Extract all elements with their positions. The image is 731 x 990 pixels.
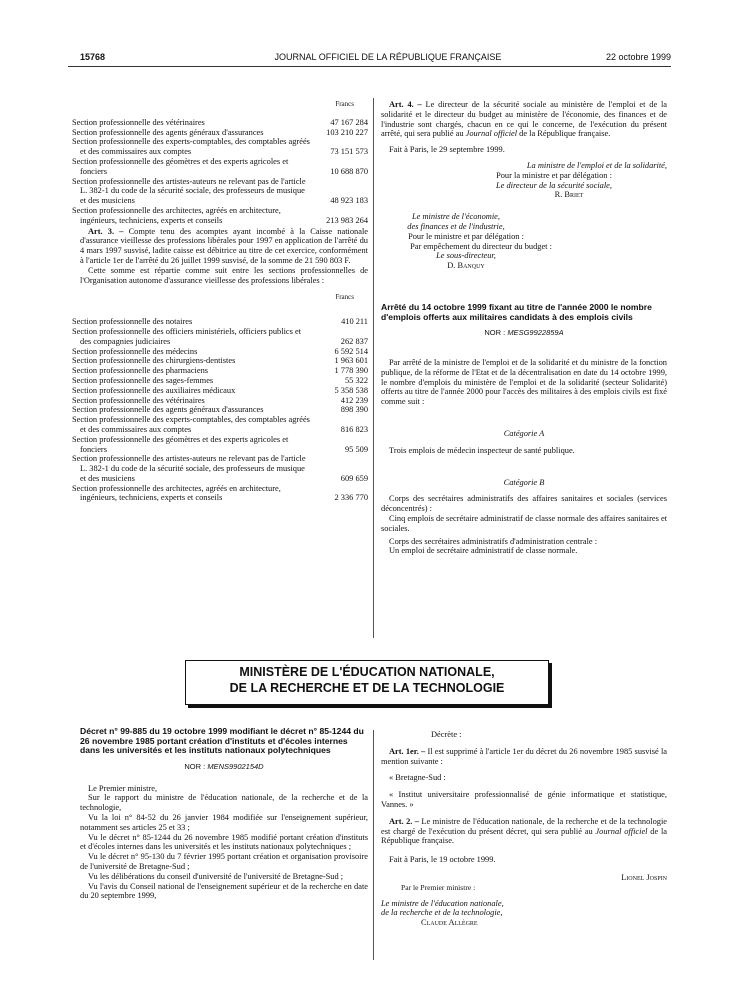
signatory-1-delegation: Pour la ministre et par délégation : — [496, 170, 612, 180]
table-row — [80, 327, 368, 347]
row-label: Section professionnelle des auxiliaires médicaux — [72, 385, 236, 395]
row-value: 48 923 183 — [330, 196, 368, 206]
decret-title: Décret n° 99-885 du 19 octobre 1999 modifiant le décret n° 85-1244 du 26 novembre 1985 portant création d'instituts et d'écoles internes dans les universités et les instituts nationaux polytechniques — [80, 726, 364, 756]
ministry-banner — [185, 660, 549, 705]
table-row — [80, 435, 368, 455]
decret-p1: Le Premier ministre, — [88, 783, 158, 793]
row-value: 262 837 — [340, 336, 368, 346]
row-label: Section professionnelle des architectes, agréés en architecture, ingénieurs, techniciens, experts et conseils — [72, 483, 281, 503]
row-value: 898 390 — [340, 405, 368, 415]
category-b-line3: Corps des secrétaires administratifs d'administration centrale : — [389, 536, 598, 546]
row-value: 410 211 — [341, 317, 368, 327]
signatory-2-role: Le sous-directeur, — [436, 251, 496, 261]
category-a-text: Trois emplois de médecin inspecteur de santé publique. — [389, 445, 575, 455]
category-b-line1: Corps des secrétaires administratifs des affaires sanitaires et sociales (services déconcentrés) : — [381, 494, 667, 514]
decret-p3: Vu la loi n° 84-52 du 26 janvier 1984 modifiée sur l'enseignement supérieur, notamment ses articles 25 et 33 ; — [80, 812, 368, 832]
row-value: 1 778 390 — [334, 366, 368, 376]
decrete: Décrète : — [431, 730, 462, 739]
decret-right — [381, 730, 667, 928]
issue-date: 22 octobre 1999 — [605, 52, 671, 62]
row-value: 47 167 284 — [330, 117, 368, 127]
row-value: 6 592 514 — [334, 346, 368, 356]
signatory-1-title: La ministre de l'emploi et de la solidarité, — [526, 160, 667, 170]
row-value: 816 823 — [340, 424, 368, 434]
table-row — [80, 484, 368, 504]
row-label: Section professionnelle des géomètres et des experts agricoles et fonciers — [72, 434, 289, 454]
category-a-heading: Catégorie A — [503, 428, 545, 438]
category-b-line4: Un emploi de secrétaire administratif de classe normale. — [389, 546, 578, 556]
signatory-2-delegation: Pour le ministre et par délégation : — [408, 231, 524, 241]
row-value: 5 358 538 — [334, 385, 368, 395]
row-label: Section professionnelle des vétérinaires — [72, 395, 205, 405]
table-row — [80, 206, 368, 226]
row-value: 412 239 — [340, 395, 368, 405]
left-column — [72, 100, 369, 503]
decret-p5: Vu le décret n° 95-130 du 7 février 1995 portant création et organisation provisoire de l'université de Bretagne-Sud ; — [80, 852, 368, 871]
article-4: Art. 4. – Le directeur de la sécurité sociale au ministère de l'emploi et de la solidarité et le directeur du budget au ministère de l'économie, des finances et de l'industrie sont chargés, chacun en ce qui le concerne, de l'exécution du présent arrêté, qui sera publié au Journal officiel de la République française. — [381, 100, 668, 139]
right-column — [381, 100, 667, 556]
table-row — [80, 366, 368, 376]
page-number: 15768 — [80, 52, 106, 62]
row-label: Section professionnelle des officiers ministériels, officiers publics et des compagnies judiciaires — [72, 326, 302, 346]
done-at: Fait à Paris, le 29 septembre 1999. — [389, 145, 505, 155]
decret-nor: NOR : MENS9902154D — [184, 761, 264, 771]
table-row — [80, 118, 368, 128]
signatory-2-title1: Le ministre de l'économie, — [411, 212, 500, 222]
decret-minister-title1: Le ministre de l'éducation nationale, — [381, 898, 504, 908]
signatory-1-name: R. Briet — [554, 190, 584, 200]
decret-art1-quote1: « Bretagne-Sud : — [389, 773, 446, 783]
distribution-table — [72, 317, 368, 503]
row-label: Section professionnelle des artistes-auteurs ne relevant pas de l'article L. 382-1 du code de la sécurité sociale, des professeurs de musique et des musiciens — [72, 176, 306, 206]
row-label: Section professionnelle des pharmaciens — [72, 366, 209, 376]
decret-pm: Par le Premier ministre : — [401, 882, 476, 892]
decret-minister-title2: de la recherche et de la technologie, — [381, 908, 503, 918]
decret-art1: Art. 1er. – Il est supprimé à l'article 1er du décret du 26 novembre 1985 susvisé la mention suivante : — [381, 746, 668, 766]
table-row — [80, 128, 368, 138]
decret-minister-name: Claude Allègre — [421, 918, 478, 928]
row-label: Section professionnelle des agents généraux d'assurances — [72, 127, 264, 137]
decret-left — [80, 727, 368, 901]
decret-art2: Art. 2. – Le ministre de l'éducation nationale, de la recherche et de la technologie est chargé de l'exécution du présent décret, qui sera publié au Journal officiel de la République française. — [381, 816, 668, 846]
article-3-text2: Cette somme est répartie comme suit entre les sections professionnelles de l'Organisation autonome d'assurance vieillesse des professions libérales : — [80, 265, 368, 285]
row-label: Section professionnelle des géomètres et des experts agricoles et fonciers — [72, 156, 289, 176]
row-value: 2 336 770 — [334, 493, 368, 503]
row-label: Section professionnelle des agents généraux d'assurances — [72, 405, 264, 415]
row-label: Section professionnelle des artistes-auteurs ne relevant pas de l'article L. 382-1 du code de la sécurité sociale, des professeurs de musique et des musiciens — [72, 454, 306, 483]
row-value: 103 210 227 — [326, 127, 368, 137]
row-value: 213 983 264 — [326, 215, 368, 225]
row-label: Section professionnelle des notaires — [72, 317, 193, 327]
row-value: 1 963 601 — [334, 356, 368, 366]
contributions-table — [72, 117, 368, 226]
table-row — [80, 317, 368, 327]
row-label: Section professionnelle des sages-femmes — [72, 375, 214, 385]
arrete-body: Par arrêté de la ministre de l'emploi et de la solidarité et du ministre de la fonction publique, de la réforme de l'Etat et de la décentralisation en date du 14 octobre 1999, le nombre d'emplois du ministère de l'emploi et de la solidarité (secteur Solidarité) offerts au titre de l'année 2000 pour l'accès des militaires à des emplois civils est fixé comme suit : — [381, 357, 667, 407]
row-label: Section professionnelle des vétérinaires — [72, 117, 205, 127]
decret-signer: Lionel Jospin — [621, 872, 667, 882]
table-row — [80, 386, 368, 396]
decret-art1-quote2: « Institut universitaire professionnalisé de génie informatique et statistique, Vannes. » — [381, 790, 667, 809]
category-b-heading: Catégorie B — [503, 477, 545, 487]
decret-p6: Vu les délibérations du conseil d'université de l'université de Bretagne-Sud ; — [88, 871, 344, 881]
table-row — [80, 347, 368, 357]
column-divider-bottom — [373, 730, 374, 960]
signatory-2-title2: des finances et de l'industrie, — [407, 221, 505, 231]
unit-label-2: Francs — [335, 293, 354, 302]
journal-title: JOURNAL OFFICIEL DE LA RÉPUBLIQUE FRANÇAISE — [274, 52, 502, 62]
row-label: Section professionnelle des chirurgiens-dentistes — [72, 356, 236, 366]
arrete-title: Arrêté du 14 octobre 1999 fixant au titre de l'année 2000 le nombre d'emplois offerts aux militaires candidats à des emplois civils — [381, 301, 652, 322]
table-row — [80, 454, 368, 483]
column-divider — [373, 98, 374, 638]
table-row — [80, 356, 368, 366]
unit-label: Francs — [335, 100, 354, 108]
ministry-line2: DE LA RECHERCHE ET DE LA TECHNOLOGIE — [229, 681, 505, 695]
row-value: 10 688 870 — [330, 166, 368, 176]
table-row — [80, 405, 368, 415]
category-b-line2: Cinq emplois de secrétaire administratif de classe normale des affaires sanitaires et sociales. — [381, 513, 667, 533]
decret-p2: Sur le rapport du ministre de l'éducation nationale, de la recherche et de la technologie, — [80, 793, 368, 813]
table-row — [80, 157, 368, 177]
arrete-nor: NOR : MESG9922859A — [484, 328, 564, 338]
row-value: 609 659 — [340, 473, 368, 483]
row-value: 73 151 573 — [330, 147, 368, 157]
signatory-1-role: Le directeur de la sécurité sociale, — [496, 180, 612, 190]
table-row — [80, 137, 368, 157]
signatory-2-name: D. Banquy — [447, 261, 485, 271]
page-header — [68, 52, 671, 66]
header-rule — [68, 66, 671, 67]
decret-done-at: Fait à Paris, le 19 octobre 1999. — [389, 855, 496, 865]
ministry-line1: MINISTÈRE DE L'ÉDUCATION NATIONALE, — [239, 665, 495, 679]
row-value: 55 322 — [344, 375, 368, 385]
decret-p4: Vu le décret n° 85-1244 du 26 novembre 1985 modifié portant création d'instituts et d'écoles internes dans les universités et les instituts nationaux polytechniques ; — [80, 832, 368, 852]
row-value: 95 509 — [344, 444, 368, 454]
row-label: Section professionnelle des médecins — [72, 346, 198, 356]
row-label: Section professionnelle des experts-comptables, des comptables agréés et des commissaires aux comptes — [72, 415, 310, 434]
table-row — [80, 376, 368, 386]
article-3: Art. 3. – Compte tenu des acomptes ayant incombé à la Caisse nationale d'assurance vieillesse des professions libérales pour 1997 en application de l'arrêté du 4 mars 1997 susvisé, ladite caisse est débitrice au titre de cet exercice, conformément à l'article 1er de l'arrêté du 26 juillet 1999 susvisé, de la somme de 21 590 803 F. — [80, 226, 369, 265]
table-row — [80, 415, 368, 435]
decret-p7: Vu l'avis du Conseil national de l'enseignement supérieur et de la recherche en date du 20 septembre 1999, — [80, 881, 368, 901]
table-row — [80, 177, 368, 206]
row-label: Section professionnelle des architectes, agréés en architecture, ingénieurs, techniciens, experts et conseils — [72, 205, 281, 225]
signatory-2-impediment: Par empêchement du directeur du budget : — [410, 241, 552, 251]
row-label: Section professionnelle des experts-comptables, des comptables agréés et des commissaires aux comptes — [72, 137, 310, 157]
table-row — [80, 396, 368, 406]
